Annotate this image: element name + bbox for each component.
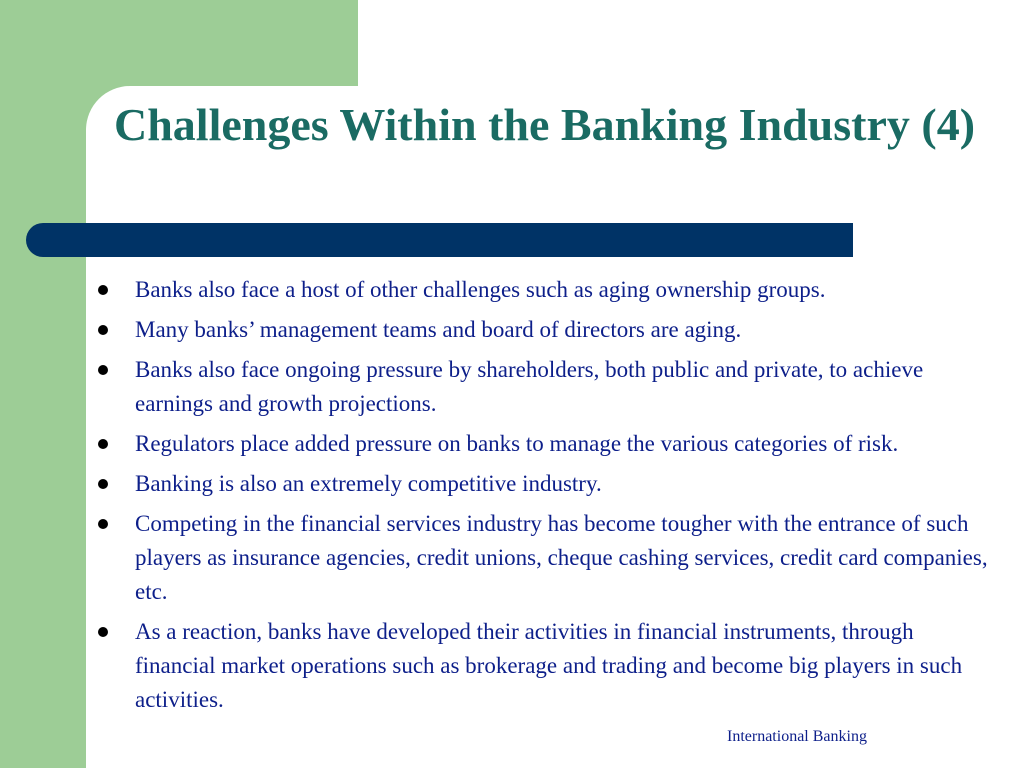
slide-title: Challenges Within the Banking Industry (4) [114, 99, 976, 150]
bullet-item [96, 467, 996, 501]
bullet-item [96, 273, 996, 307]
bullet-dot-icon [98, 439, 108, 449]
bullet-item [96, 507, 996, 609]
bullet-item [96, 615, 996, 717]
bullet-text: As a reaction, banks have developed their activities in financial instruments, through financial market operations such as brokerage and trading and become big players in such activities. [135, 619, 963, 712]
bullet-list [96, 273, 996, 723]
bullet-dot-icon [98, 627, 108, 637]
bullet-text: Regulators place added pressure on banks to manage the various categories of risk. [135, 431, 899, 456]
bullet-item [96, 313, 996, 347]
bullet-text: Banks also face ongoing pressure by shareholders, both public and private, to achieve earnings and growth projections. [135, 357, 924, 416]
bullet-item [96, 427, 996, 461]
bullet-text: Banks also face a host of other challenges such as aging ownership groups. [135, 277, 826, 302]
bullet-dot-icon [98, 479, 108, 489]
bullet-dot-icon [98, 325, 108, 335]
bullet-dot-icon [98, 285, 108, 295]
bullet-item [96, 353, 996, 421]
bullet-text: Many banks’ management teams and board of directors are aging. [135, 317, 742, 342]
bullet-text: Banking is also an extremely competitive industry. [135, 471, 602, 496]
bullet-text: Competing in the financial services industry has become tougher with the entrance of such players as insurance agencies, credit unions, cheque cashing services, credit card companies, etc. [135, 511, 988, 604]
bullet-dot-icon [98, 365, 108, 375]
slide-footer: International Banking [727, 728, 867, 745]
bullet-dot-icon [98, 519, 108, 529]
title-underline-bar [26, 223, 853, 257]
